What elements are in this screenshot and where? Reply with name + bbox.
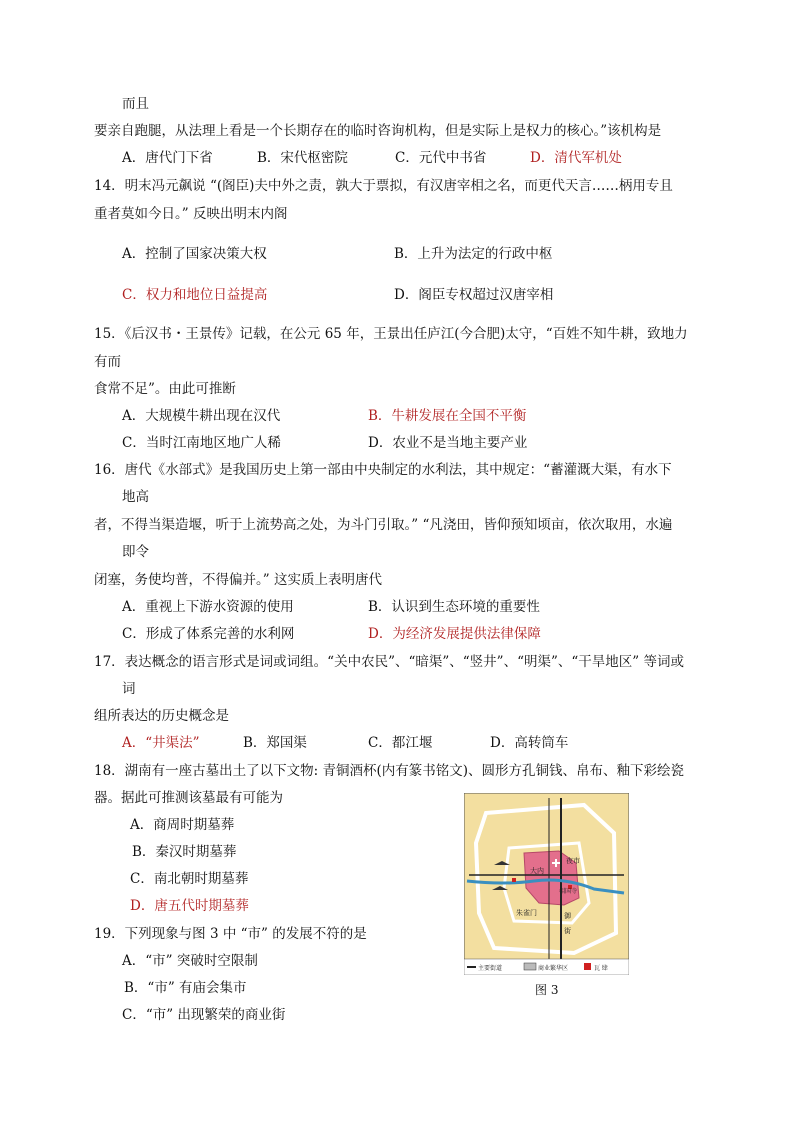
label-xiangguo: 相国寺	[559, 888, 578, 895]
option-d-answer: D．为经济发展提供法律保障	[368, 626, 541, 642]
question-17-stem: 组所表达的历史概念是	[94, 708, 229, 724]
legend-wasi-swatch	[584, 963, 591, 970]
option-a: A．重视上下游水资源的使用	[122, 599, 294, 615]
question-15-stem: 有而	[94, 354, 121, 370]
legend-road: 主要街道	[478, 965, 503, 972]
option-b: B．认识到生态环境的重要性	[368, 599, 540, 615]
option-c: C．元代中书省	[395, 150, 487, 166]
text-line: 要亲自跑腿，从法理上看是一个长期存在的临时咨询机构，但是实际上是权力的核心。”该机构是	[94, 123, 662, 139]
option-c: C．当时江南地区地广人稀	[122, 435, 281, 451]
option-c: C．都江堰	[368, 735, 433, 751]
option-a: A．商周时期墓葬	[130, 817, 235, 833]
label-yeshi: 夜市	[566, 857, 580, 865]
label-jie: 街	[564, 927, 571, 935]
question-16-stem: 16．唐代《水部式》是我国历史上第一部由中央制定的水利法，其中规定：“蓄灌溉大渠，有水下	[94, 462, 672, 478]
option-b: B．“市” 有庙会集市	[124, 980, 247, 996]
legend-wasi: 瓦 肆	[594, 965, 608, 972]
option-c: C．“市” 出现繁荣的商业街	[122, 1007, 286, 1023]
label-zhuquemen: 朱雀门	[516, 909, 537, 917]
option-a-answer: A．“井渠法”	[122, 735, 200, 751]
legend-commerce-swatch	[524, 963, 536, 970]
question-15-stem: 15．《后汉书・王景传》记载，在公元 65 年，王景出任庐江(今合肥)太守，“百姓不知牛耕，致地力	[94, 326, 688, 342]
question-17-stem: 词	[122, 681, 136, 697]
option-d-answer: D．清代军机处	[530, 150, 622, 166]
question-19-stem: 19．下列现象与图 3 中 “市” 的发展不符的是	[94, 926, 367, 942]
option-a: A．唐代门下省	[122, 150, 213, 166]
question-16-stem: 地高	[122, 489, 149, 505]
option-d: D．农业不是当地主要产业	[368, 435, 528, 451]
question-16-stem: 闭塞，务使均普，不得偏并。” 这实质上表明唐代	[94, 572, 382, 588]
question-18-stem: 18．湖南有一座古墓出土了以下文物: 青铜酒杯(内有篆书铭文)、圆形方孔铜钱、帛布、釉下彩绘瓷	[94, 763, 685, 779]
question-18-stem: 器。据此可推测该墓最有可能为	[94, 790, 283, 806]
question-16-stem: 者，不得当渠造堰，听于上流势高之处，为斗门引取。” “凡浇田，皆仰预知顷亩，依次取用，水遍	[94, 517, 673, 533]
option-b: B．郑国渠	[243, 735, 307, 751]
text-line: 而且	[122, 96, 149, 112]
question-16-stem: 即令	[122, 544, 149, 560]
option-b: B．上升为法定的行政中枢	[394, 246, 553, 262]
option-c-answer: C．权力和地位日益提高	[122, 287, 268, 303]
option-d: D．高转筒车	[490, 735, 569, 751]
option-b-answer: B．牛耕发展在全国不平衡	[368, 408, 527, 424]
option-a: A．“市” 突破时空限制	[122, 953, 258, 969]
question-14-stem: 14．明末冯元飙说 “(阁臣)夫中外之责，孰大于票拟，有汉唐宰相之名，而更代天言……柄用专且	[94, 178, 673, 194]
question-17-stem: 17．表达概念的语言形式是词或词组。“关中农民”、“暗渠”、“竖井”、“明渠”、“干旱地区” 等词或	[94, 654, 684, 670]
label-yu: 御	[564, 912, 571, 920]
option-b: B．秦汉时期墓葬	[132, 844, 237, 860]
option-c: C．形成了体系完善的水利网	[122, 626, 295, 642]
figure-caption: 图 3	[535, 983, 559, 997]
tavern-marker	[512, 878, 516, 882]
option-b: B．宋代枢密院	[257, 150, 348, 166]
option-a: A．大规模牛耕出现在汉代	[122, 408, 281, 424]
city-map-figure	[464, 793, 629, 975]
option-d: D．阁臣专权超过汉唐宰相	[394, 287, 554, 303]
legend-commerce: 商业繁华区	[538, 965, 569, 972]
option-d-answer: D．唐五代时期墓葬	[130, 898, 249, 914]
question-14-stem: 重者莫如今日。” 反映出明末内阁	[94, 206, 288, 222]
question-15-stem: 食常不足”。由此可推断	[94, 381, 236, 397]
option-a: A．控制了国家决策大权	[122, 246, 267, 262]
option-c: C．南北朝时期墓葬	[130, 871, 249, 887]
label-danei: 大内	[530, 867, 544, 875]
